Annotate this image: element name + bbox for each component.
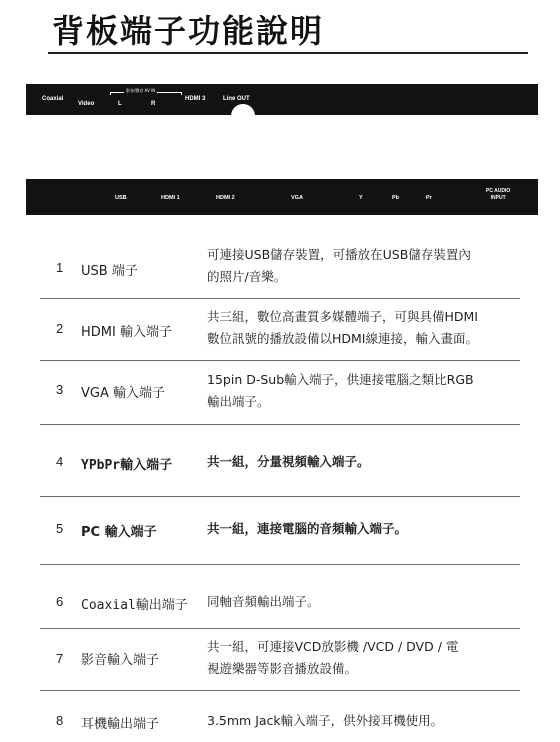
row-number: 1 [56, 260, 64, 275]
port-label-hdmi1: HDMI 1 [161, 195, 180, 201]
desc-line: 共一組，連接電腦的音頻輸入端子。 [207, 521, 408, 536]
table-row [40, 591, 520, 615]
line-out-jack-circle [231, 104, 255, 128]
rear-panel-bottom [26, 179, 538, 215]
av-in-caption: 影音/聲音 AV IN [126, 88, 156, 93]
table-row [40, 518, 520, 542]
page-title: 背板端子功能說明 [52, 12, 325, 50]
port-description [207, 591, 522, 613]
table-row [40, 369, 520, 419]
port-label-vga: VGA [291, 195, 303, 201]
port-name: HDMI 輸入端子 [81, 325, 172, 340]
row-number: 6 [56, 594, 64, 609]
row-number: 8 [56, 713, 64, 728]
port-label-pc-audio [486, 188, 510, 202]
desc-line: 數位訊號的播放設備以HDMI線連接，輸入畫面。 [207, 331, 478, 346]
rear-panel-top [26, 84, 538, 115]
port-name: 耳機輸出端子 [81, 717, 160, 732]
port-description [207, 451, 522, 473]
port-label-audio-l: L [118, 101, 122, 107]
desc-line: 15pin D-Sub輸入端子，供連接電腦之類比RGB [207, 372, 474, 387]
port-description [207, 306, 522, 350]
av-bracket-right-tick [181, 92, 182, 95]
port-description [207, 369, 522, 413]
desc-line: 同軸音頻輸出端子。 [207, 594, 320, 609]
row-number: 3 [56, 382, 64, 397]
row-number: 7 [56, 651, 64, 666]
desc-line: 的照片/音樂。 [207, 269, 287, 284]
desc-line: 3.5mm Jack輸入端子，供外接耳機使用。 [207, 713, 444, 728]
port-label-pb: Pb [392, 195, 400, 201]
pc-audio-line1: PC AUDIO [486, 188, 511, 194]
port-label-y: Y [359, 195, 363, 201]
row-divider [40, 424, 520, 425]
port-label-hdmi3: HDMI 3 [185, 96, 206, 102]
port-name: YPbPr輸入端子 [81, 458, 173, 473]
row-divider [40, 298, 520, 299]
desc-line: 輸出端子。 [207, 394, 270, 409]
port-name: USB 端子 [81, 264, 138, 279]
desc-line: 共三組，數位高畫質多媒體端子，可與具備HDMI [207, 309, 478, 324]
table-row [40, 244, 520, 296]
desc-line: 共一組，分量視頻輸入端子。 [207, 454, 370, 469]
port-description [207, 518, 522, 540]
port-label-video: Video [78, 101, 95, 107]
table-row [40, 451, 520, 475]
pc-audio-line2: INPUT [490, 195, 506, 201]
title-divider [48, 52, 528, 54]
port-label-coaxial: Coaxial [42, 96, 64, 102]
table-row [40, 636, 520, 684]
table-row [40, 710, 520, 734]
av-bracket-left-tick [110, 92, 111, 95]
port-label-usb: USB [115, 195, 127, 201]
desc-line: 可連接USB儲存裝置，可播放在USB儲存裝置內 [207, 247, 471, 262]
port-description [207, 710, 522, 732]
row-divider [40, 690, 520, 691]
port-name: Coaxial輸出端子 [81, 598, 188, 613]
table-row [40, 306, 520, 356]
desc-line: 視遊樂器等影音播放設備。 [207, 661, 358, 676]
row-divider [40, 564, 520, 565]
desc-line: 共一組，可連接VCD放影機 /VCD / DVD / 電 [207, 639, 459, 654]
port-label-line-out: Line OUT [223, 96, 250, 102]
row-divider [40, 628, 520, 629]
port-name: PC 輸入端子 [81, 525, 157, 540]
port-description [207, 244, 522, 288]
port-label-hdmi2: HDMI 2 [216, 195, 235, 201]
row-number: 5 [56, 521, 64, 536]
row-number: 2 [56, 321, 64, 336]
row-number: 4 [56, 454, 64, 469]
port-name: VGA 輸入端子 [81, 386, 165, 401]
row-divider [40, 360, 520, 361]
port-label-audio-r: R [151, 101, 156, 107]
port-description [207, 636, 522, 680]
row-divider [40, 496, 520, 497]
port-label-pr: Pr [426, 195, 432, 201]
port-name: 影音輸入端子 [81, 653, 160, 668]
